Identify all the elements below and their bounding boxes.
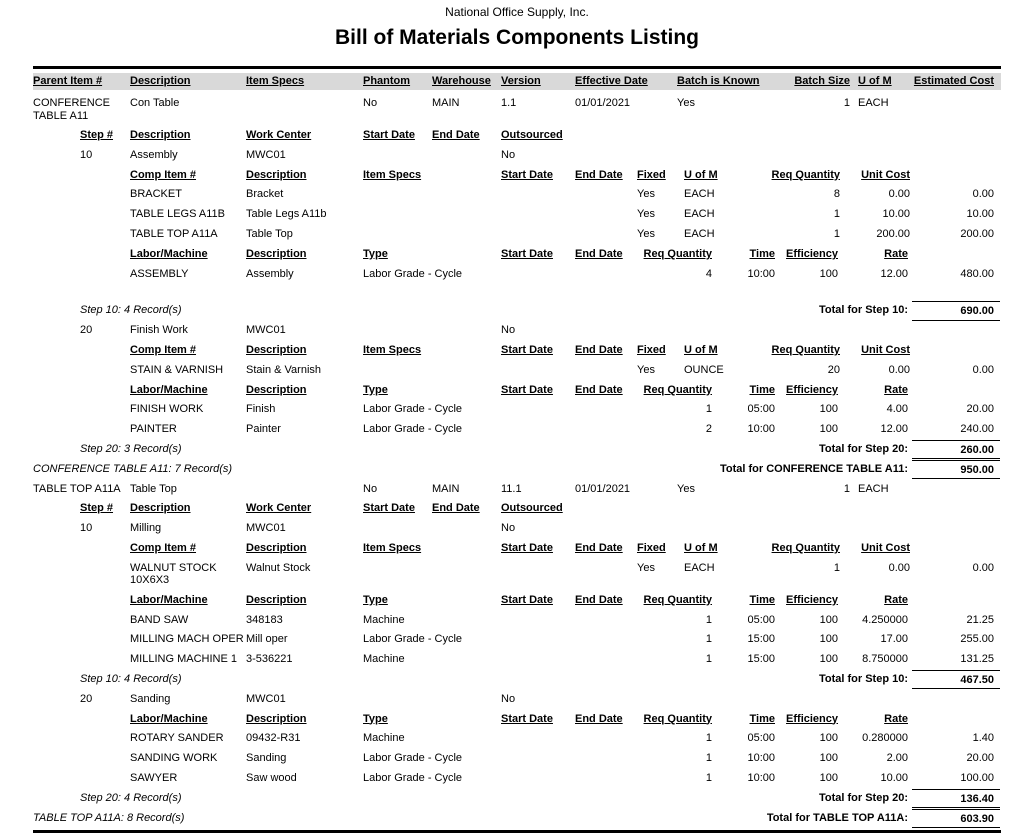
start-date: Start Date	[501, 247, 553, 260]
req-quantity: 1	[705, 633, 712, 646]
total-amount: 136.40	[912, 789, 1000, 809]
rate: Rate	[884, 383, 908, 396]
bottom-rule	[33, 830, 1001, 833]
batch-size: 1	[843, 97, 850, 109]
req-quantity: Req Quantity	[771, 343, 840, 356]
efficiency: Efficiency	[786, 712, 838, 725]
main-header-row	[33, 73, 1001, 90]
end-date: End Date	[575, 593, 623, 606]
labor-machine: SANDING WORK	[130, 752, 218, 765]
unit-of-measure: U of M	[684, 541, 718, 554]
outsourced: No	[501, 148, 516, 161]
record-count: TABLE TOP A11A: 8 Record(s)	[33, 811, 185, 824]
req-quantity: 1	[705, 732, 712, 745]
efficiency: 100	[819, 752, 838, 765]
outsourced: Outsourced	[501, 502, 563, 515]
total-label: Total for Step 10:	[818, 672, 908, 685]
labor-machine: PAINTER	[130, 423, 177, 436]
record-count: Step 20: 3 Record(s)	[80, 442, 182, 455]
batch-size: Batch Size	[794, 75, 850, 87]
rate: 0.280000	[862, 732, 908, 745]
comp-row	[33, 559, 1001, 591]
unit-cost: Unit Cost	[861, 168, 910, 181]
fixed: Fixed	[637, 343, 666, 356]
time: 10:00	[747, 267, 775, 280]
record-count: CONFERENCE TABLE A11: 7 Record(s)	[33, 462, 233, 475]
estimated-cost: 255.00	[960, 633, 994, 646]
req-quantity: Req Quantity	[643, 383, 712, 396]
fixed: Yes	[637, 363, 655, 376]
rate: 4.250000	[862, 613, 908, 626]
step-total-row	[33, 301, 1001, 321]
phantom: Phantom	[363, 75, 411, 87]
comp-item-number: TABLE LEGS A11B	[130, 208, 225, 221]
batch-size: 1	[843, 482, 850, 495]
rate: Rate	[884, 593, 908, 606]
labor-row	[33, 611, 1001, 631]
unit-of-measure: EACH	[858, 97, 889, 109]
estimated-cost: 240.00	[960, 423, 994, 436]
estimated-cost: 100.00	[960, 771, 994, 784]
unit-of-measure: EACH	[858, 482, 889, 495]
unit-of-measure: OUNCE	[684, 363, 724, 376]
req-quantity: Req Quantity	[643, 247, 712, 260]
rate: 10.00	[880, 771, 908, 784]
comp-item-number: TABLE TOP A11A	[130, 227, 218, 240]
parent-row	[33, 480, 1001, 500]
description: Table Top	[246, 227, 293, 240]
top-rule	[33, 66, 1001, 69]
description: Finish Work	[130, 324, 188, 337]
description: Milling	[130, 522, 162, 535]
description: Sanding	[130, 692, 171, 705]
labor-machine: Labor/Machine	[130, 383, 208, 396]
req-quantity: 20	[827, 363, 840, 376]
report-rows	[33, 73, 1001, 828]
estimated-cost: 131.25	[960, 653, 994, 666]
end-date: End Date	[575, 541, 623, 554]
step-number: 10	[80, 522, 93, 535]
description: Stain & Varnish	[246, 363, 322, 376]
outsourced: Outsourced	[501, 129, 563, 141]
labor-header-row	[33, 381, 1001, 401]
item-specs: Item Specs	[246, 75, 305, 87]
total-amount: 950.00	[912, 460, 1000, 480]
type: Labor Grade - Cycle	[363, 633, 463, 646]
work-center: MWC01	[246, 522, 286, 535]
comp-item-number: Comp Item #	[130, 168, 197, 181]
comp-row	[33, 225, 1001, 245]
version: 1.1	[501, 97, 517, 109]
labor-header-row	[33, 710, 1001, 730]
efficiency: 100	[819, 653, 838, 666]
parent-total-row	[33, 809, 1001, 829]
batch-is-known: Batch is Known	[677, 75, 760, 87]
type: Labor Grade - Cycle	[363, 423, 463, 436]
req-quantity: Req Quantity	[643, 593, 712, 606]
req-quantity: Req Quantity	[771, 168, 840, 181]
labor-row	[33, 265, 1001, 285]
description: Table Top	[130, 482, 177, 495]
comp-row	[33, 205, 1001, 225]
labor-row	[33, 749, 1001, 769]
time: Time	[749, 593, 775, 606]
total-amount: 260.00	[912, 440, 1000, 460]
time: 10:00	[747, 752, 775, 765]
comp-item-number: Comp Item #	[130, 541, 197, 554]
rate: 2.00	[886, 752, 908, 765]
item-specs: Item Specs	[363, 168, 422, 181]
spacer-row	[33, 284, 1001, 301]
description: Con Table	[130, 97, 180, 109]
description: Walnut Stock	[246, 561, 311, 574]
estimated-cost: 20.00	[966, 752, 994, 765]
description: Description	[246, 247, 307, 260]
parent-item-number: CONFERENCE TABLE A11	[33, 97, 111, 122]
end-date: End Date	[575, 383, 623, 396]
req-quantity: 4	[705, 267, 712, 280]
step-row	[33, 146, 1001, 166]
efficiency: 100	[819, 403, 838, 416]
time: Time	[749, 383, 775, 396]
fixed: Yes	[637, 227, 655, 240]
fixed: Fixed	[637, 541, 666, 554]
efficiency: 100	[819, 732, 838, 745]
version: Version	[501, 75, 541, 87]
item-specs: Item Specs	[363, 343, 422, 356]
description: Mill oper	[246, 633, 288, 646]
description: Description	[130, 502, 191, 515]
description: Bracket	[246, 188, 284, 201]
parent-row	[33, 94, 1001, 126]
outsourced: No	[501, 324, 516, 337]
labor-machine: SAWYER	[130, 771, 178, 784]
type: Labor Grade - Cycle	[363, 403, 463, 416]
outsourced: No	[501, 522, 516, 535]
labor-machine: Labor/Machine	[130, 247, 208, 260]
phantom: No	[363, 482, 378, 495]
estimated-cost: 0.00	[972, 188, 994, 201]
req-quantity: Req Quantity	[643, 712, 712, 725]
start-date: Start Date	[501, 712, 553, 725]
rate: Rate	[884, 247, 908, 260]
unit-of-measure: EACH	[684, 227, 715, 240]
step-header-row	[33, 126, 1001, 146]
description: Table Legs A11b	[246, 208, 327, 221]
req-quantity: 1	[705, 403, 712, 416]
time: 05:00	[747, 613, 775, 626]
comp-row	[33, 361, 1001, 381]
step-total-row	[33, 670, 1001, 690]
phantom: No	[363, 97, 378, 109]
total-amount: 467.50	[912, 670, 1000, 690]
description: Description	[246, 541, 307, 554]
description: Assembly	[130, 148, 178, 161]
unit-of-measure: U of M	[684, 168, 718, 181]
report-title: Bill of Materials Components Listing	[334, 26, 700, 49]
end-date: End Date	[575, 343, 623, 356]
work-center: Work Center	[246, 502, 312, 515]
labor-row	[33, 769, 1001, 789]
time: Time	[749, 712, 775, 725]
unit-cost: 200.00	[876, 227, 910, 240]
comp-item-number: STAIN & VARNISH	[130, 363, 224, 376]
end-date: End Date	[432, 502, 480, 515]
time: 15:00	[747, 633, 775, 646]
unit-of-measure: EACH	[684, 208, 715, 221]
req-quantity: 1	[833, 227, 840, 240]
time: 10:00	[747, 771, 775, 784]
total-label: Total for CONFERENCE TABLE A11:	[719, 462, 908, 475]
parent-total-row	[33, 460, 1001, 480]
labor-machine: BAND SAW	[130, 613, 189, 626]
end-date: End Date	[575, 168, 623, 181]
step-total-row	[33, 789, 1001, 809]
description: Description	[246, 593, 307, 606]
step-total-row	[33, 440, 1001, 460]
record-count: Step 20: 4 Record(s)	[80, 791, 182, 804]
labor-header-row	[33, 591, 1001, 611]
unit-cost: Unit Cost	[861, 541, 910, 554]
description: Assembly	[246, 267, 294, 280]
rate: 12.00	[880, 267, 908, 280]
batch-is-known: Yes	[677, 482, 695, 495]
labor-machine: FINISH WORK	[130, 403, 204, 416]
start-date: Start Date	[501, 168, 553, 181]
unit-cost: Unit Cost	[861, 343, 910, 356]
comp-header-row	[33, 341, 1001, 361]
rate: 4.00	[886, 403, 908, 416]
efficiency: 100	[819, 771, 838, 784]
description: 3-536221	[246, 653, 293, 666]
efficiency: 100	[819, 267, 838, 280]
description: Finish	[246, 403, 276, 416]
report	[33, 66, 1001, 833]
rate: 12.00	[880, 423, 908, 436]
start-date: Start Date	[501, 383, 553, 396]
warehouse: Warehouse	[432, 75, 491, 87]
time: 15:00	[747, 653, 775, 666]
total-label: Total for Step 20:	[818, 442, 908, 455]
estimated-cost: Estimated Cost	[913, 75, 994, 87]
total-label: Total for TABLE TOP A11A:	[766, 811, 908, 824]
end-date: End Date	[432, 129, 480, 141]
estimated-cost: 0.00	[972, 561, 994, 574]
req-quantity: 1	[705, 653, 712, 666]
unit-of-measure: EACH	[684, 188, 715, 201]
time: Time	[749, 247, 775, 260]
step-number: Step #	[80, 129, 114, 141]
comp-item-number: BRACKET	[130, 188, 182, 201]
outsourced: No	[501, 692, 516, 705]
type: Machine	[363, 653, 405, 666]
estimated-cost: 1.40	[972, 732, 994, 745]
fixed: Yes	[637, 208, 655, 221]
description: Description	[130, 75, 191, 87]
req-quantity: 1	[833, 561, 840, 574]
estimated-cost: 21.25	[966, 613, 994, 626]
efficiency: 100	[819, 423, 838, 436]
type: Labor Grade - Cycle	[363, 267, 463, 280]
effective-date: 01/01/2021	[575, 482, 631, 495]
req-quantity: 1	[705, 752, 712, 765]
total-label: Total for Step 20:	[818, 791, 908, 804]
description: Saw wood	[246, 771, 297, 784]
time: 05:00	[747, 732, 775, 745]
total-amount: 603.90	[912, 809, 1000, 829]
labor-machine: MILLING MACHINE 1	[130, 653, 237, 666]
labor-machine: Labor/Machine	[130, 712, 208, 725]
end-date: End Date	[575, 712, 623, 725]
estimated-cost: 0.00	[972, 363, 994, 376]
step-header-row	[33, 499, 1001, 519]
comp-item-number: Comp Item #	[130, 343, 197, 356]
effective-date: Effective Date	[575, 75, 648, 87]
work-center: Work Center	[246, 129, 312, 141]
rate: 17.00	[880, 633, 908, 646]
description: 348183	[246, 613, 283, 626]
type: Type	[363, 383, 388, 396]
record-count: Step 10: 4 Record(s)	[80, 672, 182, 685]
step-number: 20	[80, 692, 93, 705]
unit-cost: 0.00	[888, 561, 910, 574]
comp-header-row	[33, 539, 1001, 559]
effective-date: 01/01/2021	[575, 97, 631, 109]
company-name: National Office Supply, Inc.	[445, 5, 589, 19]
unit-of-measure: U of M	[858, 75, 892, 87]
labor-header-row	[33, 245, 1001, 265]
labor-row	[33, 630, 1001, 650]
type: Type	[363, 712, 388, 725]
description: Description	[130, 129, 191, 141]
labor-machine: Labor/Machine	[130, 593, 208, 606]
step-row	[33, 690, 1001, 710]
step-number: Step #	[80, 502, 114, 515]
type: Type	[363, 247, 388, 260]
description: Sanding	[246, 752, 287, 765]
efficiency: Efficiency	[786, 593, 838, 606]
description: Description	[246, 712, 307, 725]
fixed: Yes	[637, 561, 655, 574]
end-date: End Date	[575, 247, 623, 260]
step-row	[33, 519, 1001, 539]
start-date: Start Date	[363, 129, 415, 141]
req-quantity: 1	[705, 771, 712, 784]
step-number: 20	[80, 324, 93, 337]
start-date: Start Date	[501, 541, 553, 554]
total-label: Total for Step 10:	[818, 304, 908, 317]
labor-row	[33, 729, 1001, 749]
labor-machine: ASSEMBLY	[130, 267, 189, 280]
description: Description	[246, 383, 307, 396]
labor-row	[33, 650, 1001, 670]
efficiency: Efficiency	[786, 247, 838, 260]
description: Description	[246, 343, 307, 356]
labor-row	[33, 420, 1001, 440]
efficiency: Efficiency	[786, 383, 838, 396]
labor-machine: MILLING MACH OPER	[130, 633, 244, 646]
req-quantity: 2	[705, 423, 712, 436]
type: Type	[363, 593, 388, 606]
work-center: MWC01	[246, 692, 286, 705]
estimated-cost: 20.00	[966, 403, 994, 416]
req-quantity: 1	[833, 208, 840, 221]
labor-machine: ROTARY SANDER	[130, 732, 224, 745]
req-quantity: 8	[833, 188, 840, 201]
work-center: MWC01	[246, 148, 286, 161]
description: Painter	[246, 423, 281, 436]
record-count: Step 10: 4 Record(s)	[80, 304, 182, 317]
labor-row	[33, 400, 1001, 420]
step-row	[33, 321, 1001, 341]
req-quantity: 1	[705, 613, 712, 626]
step-number: 10	[80, 148, 93, 161]
unit-of-measure: EACH	[684, 561, 715, 574]
comp-item-number: WALNUT STOCK 10X6X3	[130, 561, 217, 587]
fixed: Yes	[637, 188, 655, 201]
type: Machine	[363, 732, 405, 745]
type: Labor Grade - Cycle	[363, 752, 463, 765]
start-date: Start Date	[501, 593, 553, 606]
item-specs: Item Specs	[363, 541, 422, 554]
unit-cost: 0.00	[888, 188, 910, 201]
unit-cost: 10.00	[882, 208, 910, 221]
warehouse: MAIN	[432, 482, 460, 495]
fixed: Fixed	[637, 168, 666, 181]
efficiency: 100	[819, 633, 838, 646]
comp-header-row	[33, 166, 1001, 186]
comp-row	[33, 185, 1001, 205]
parent-item-number: Parent Item #	[33, 75, 103, 87]
type: Machine	[363, 613, 405, 626]
start-date: Start Date	[363, 502, 415, 515]
start-date: Start Date	[501, 343, 553, 356]
batch-is-known: Yes	[677, 97, 695, 109]
estimated-cost: 10.00	[966, 208, 994, 221]
estimated-cost: 480.00	[960, 267, 994, 280]
description: Description	[246, 168, 307, 181]
total-amount: 690.00	[912, 301, 1000, 321]
rate: Rate	[884, 712, 908, 725]
time: 10:00	[747, 423, 775, 436]
rate: 8.750000	[862, 653, 908, 666]
work-center: MWC01	[246, 324, 286, 337]
efficiency: 100	[819, 613, 838, 626]
version: 11.1	[501, 482, 522, 495]
type: Labor Grade - Cycle	[363, 771, 463, 784]
description: 09432-R31	[246, 732, 301, 745]
time: 05:00	[747, 403, 775, 416]
parent-item-number: TABLE TOP A11A	[33, 482, 121, 495]
estimated-cost: 200.00	[960, 227, 994, 240]
req-quantity: Req Quantity	[771, 541, 840, 554]
unit-of-measure: U of M	[684, 343, 718, 356]
warehouse: MAIN	[432, 97, 460, 109]
unit-cost: 0.00	[888, 363, 910, 376]
